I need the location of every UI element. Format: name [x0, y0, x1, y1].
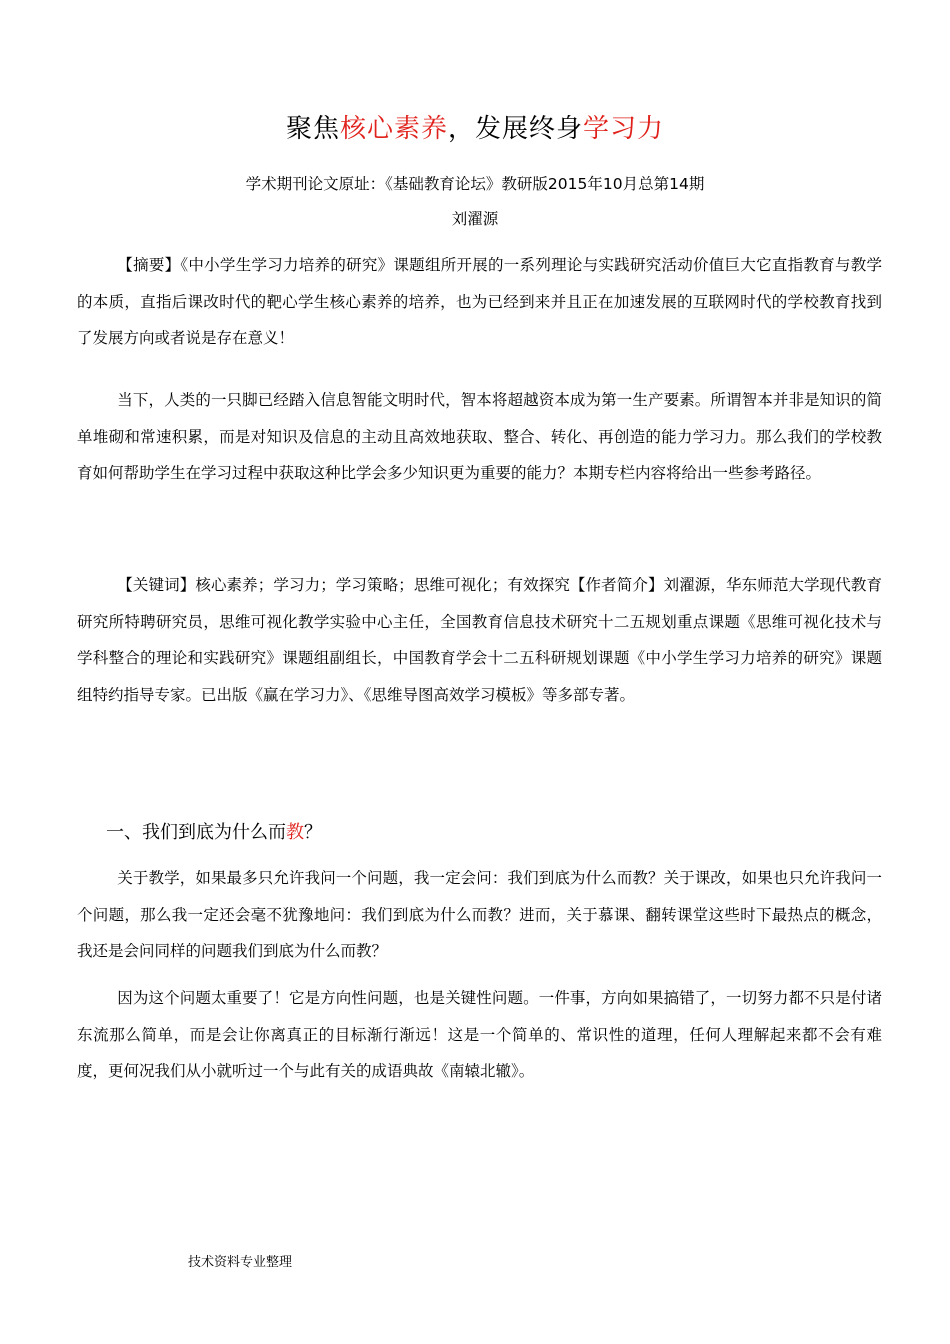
intro-paragraph: 当下，人类的一只脚已经踏入信息智能文明时代，智本将超越资本成为第一生产要素。所谓智本并非是知识的简单堆砌和常速积累，而是对知识及信息的主动且高效地获取、整合、转化、再创造的能力学习力。那么我们的学校教育如何帮助学生在学习过程中获取这种比学会多少知识更为重要的能力？本期专栏内容将给出一些参考路径。 — [77, 391, 882, 482]
title-highlight-learning-power: 学习力 — [583, 114, 665, 144]
article-title — [0, 112, 950, 146]
page-footer: 技术资料专业整理 — [188, 1255, 293, 1270]
section-1-heading-highlight: 教 — [286, 822, 304, 843]
keywords-paragraph: 【关键词】核心素养；学习力；学习策略；思维可视化；有效探究【作者简介】刘濯源，华东师范大学现代教育研究所特聘研究员，思维可视化教学实验中心主任，全国教育信息技术研究十二五规划重点课题《思维可视化技术与学科整合的理论和实践研究》课题组副组长，中国教育学会十二五科研规划课题《中小学生学习力培养的研究》课题组特约指导专家。已出版《赢在学习力》、《思维导图高效学习模板》等多部专著。 — [77, 576, 882, 704]
section-1-paragraph-2: 因为这个问题太重要了！它是方向性问题，也是关键性问题。一件事，方向如果搞错了，一切努力都不只是付诸东流那么简单，而是会让你离真正的目标渐行渐远！这是一个简单的、常识性的道理，任何人理解起来都不会有难度，更何况我们从小就听过一个与此有关的成语典故《南辕北辙》。 — [77, 989, 882, 1080]
section-1-paragraph-1: 关于教学，如果最多只允许我问一个问题，我一定会问：我们到底为什么而教？关于课改，如果也只允许我问一个问题，那么我一定还会毫不犹豫地问：我们到底为什么而教？进而，关于慕课、翻转课堂这些时下最热点的概念，我还是会问同样的问题我们到底为什么而教？ — [77, 869, 882, 960]
abstract-paragraph: 【摘要】《中小学生学习力培养的研究》课题组所开展的一系列理论与实践研究活动价值巨大它直指教育与教学的本质，直指后课改时代的靶心学生核心素养的培养，也为已经到来并且正在加速发展的互联网时代的学校教育找到了发展方向或者说是存在意义！ — [77, 256, 882, 347]
section-1-heading-suffix: ？ — [304, 822, 322, 843]
title-part-1: 聚焦 — [285, 114, 340, 144]
section-1-heading-text: 一、我们到底为什么而 — [106, 822, 286, 843]
article-author: 刘濯源 — [451, 210, 499, 228]
article-source: 学术期刊论文原址：《基础教育论坛》教研版2015年10月总第14期 — [245, 175, 705, 193]
title-highlight-core-literacy: 核心素养 — [339, 114, 448, 144]
section-1-heading — [106, 818, 322, 848]
title-part-3: ，发展终身 — [448, 114, 584, 144]
